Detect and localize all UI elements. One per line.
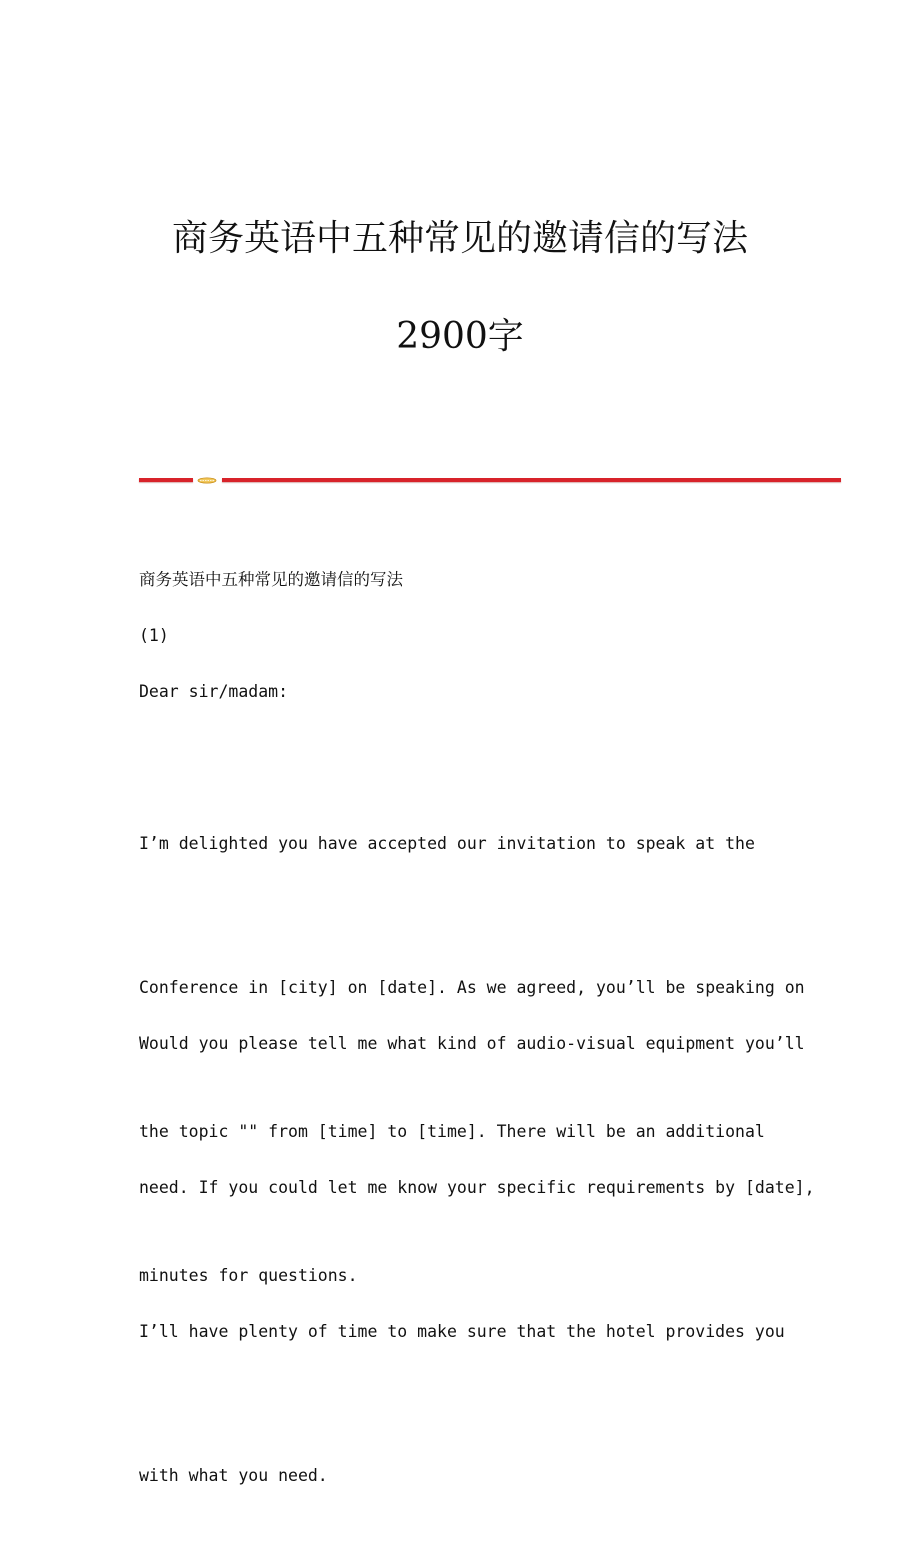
paragraph-2 [139, 924, 815, 1548]
section-number: (1) [139, 626, 169, 645]
document-title-word-count: 2900字 [396, 316, 524, 357]
paragraph-2-line: Would you please tell me what kind of audio-visual equipment you’ll [139, 1034, 805, 1053]
paragraph-1-line: minutes for questions. [139, 1266, 358, 1285]
paragraph-1-line: I’m delighted you have accepted our invitation to speak at the [139, 834, 755, 853]
divider-left-segment [139, 478, 193, 482]
salutation: Dear sir/madam: [139, 682, 289, 701]
paragraph-2-line: with what you need. [139, 1466, 328, 1485]
paragraph-1-line: Conference in [city] on [date]. As we agreed, you’ll be speaking on [139, 978, 805, 997]
divider-ornament-icon [197, 477, 217, 484]
divider-right-segment [222, 478, 841, 482]
paragraph-2-line: need. If you could let me know your specific requirements by [date], [139, 1178, 815, 1197]
title-divider [139, 478, 841, 484]
paragraph-1-line: the topic "" from [time] to [time]. There will be an additional [139, 1122, 765, 1141]
paragraph-2-line: I’ll have plenty of time to make sure that the hotel provides you [139, 1322, 785, 1341]
body-subtitle: 商务英语中五种常见的邀请信的写法 [139, 570, 403, 589]
document-title: 商务英语中五种常见的邀请信的写法 [171, 218, 748, 259]
